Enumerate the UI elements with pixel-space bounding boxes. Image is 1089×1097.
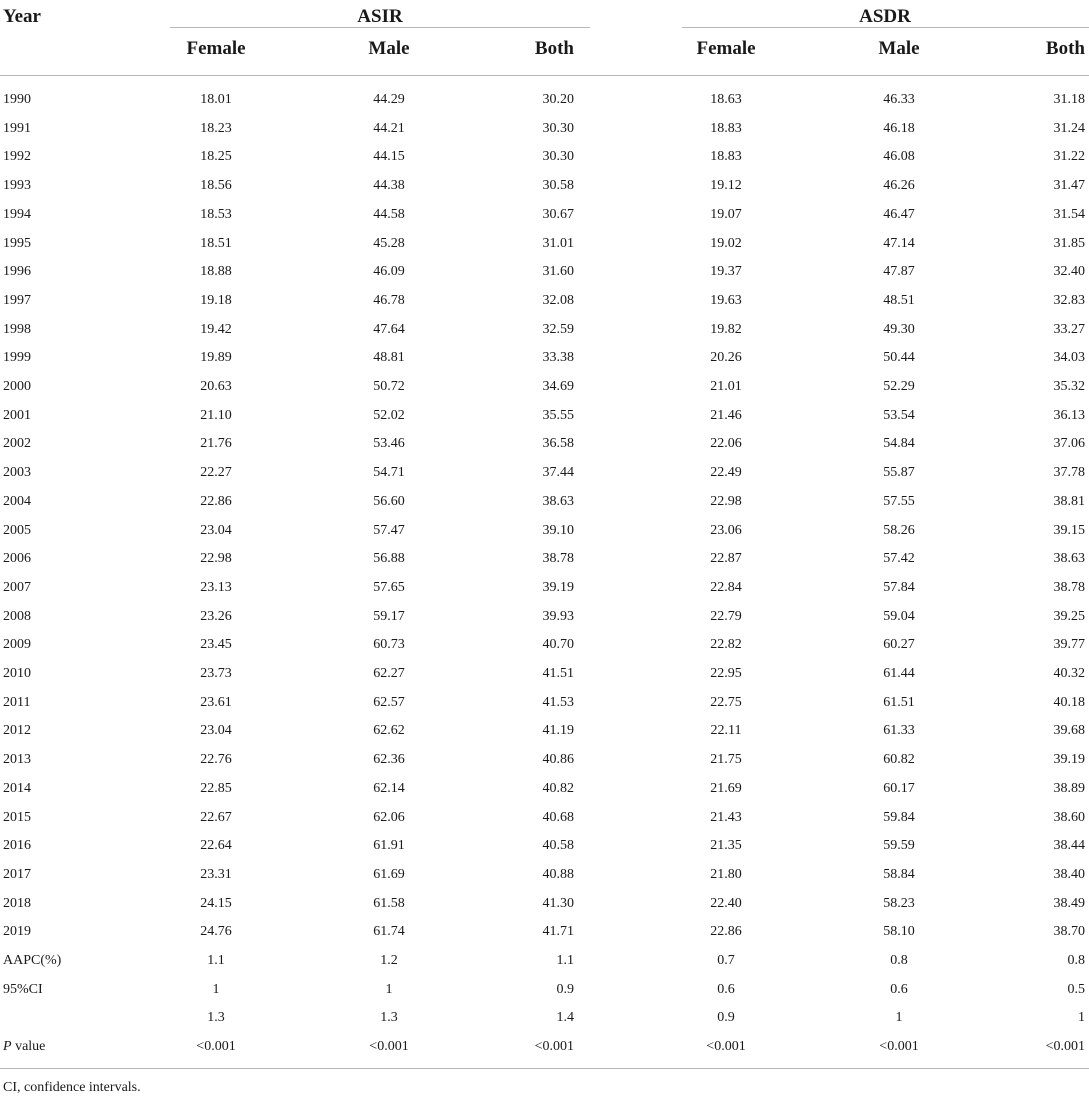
- cell-asir-female: 18.51: [200, 236, 232, 251]
- cell-asir-both: 41.19: [542, 723, 574, 738]
- row-label: 2014: [3, 781, 31, 796]
- cell-asdr-male: 55.87: [883, 465, 915, 480]
- cell-asdr-male: 59.59: [883, 838, 915, 853]
- cell-asir-both: 30.58: [542, 178, 574, 193]
- cell-asir-male: 62.57: [373, 695, 405, 710]
- cell-asdr-male: 59.84: [883, 810, 915, 825]
- cell-asir-both: 37.44: [542, 465, 574, 480]
- cell-asdr-female: 0.9: [717, 1010, 735, 1025]
- cell-asir-both: 40.86: [542, 752, 574, 767]
- header-asir-both: Both: [534, 38, 574, 59]
- cell-asdr-female: 22.75: [710, 695, 742, 710]
- cell-asdr-female: 19.37: [710, 264, 742, 279]
- cell-asdr-both: 31.22: [1053, 149, 1085, 164]
- row-label: 2006: [3, 551, 31, 566]
- cell-asir-both: 30.20: [542, 92, 574, 107]
- cell-asir-male: 61.69: [373, 867, 405, 882]
- cell-asdr-male: 60.27: [883, 637, 915, 652]
- cell-asdr-female: 21.80: [710, 867, 742, 882]
- row-label: 2004: [3, 494, 31, 509]
- cell-asir-male: 57.47: [373, 523, 405, 538]
- cell-asdr-female: 21.01: [710, 379, 742, 394]
- cell-asir-female: 22.64: [200, 838, 232, 853]
- cell-asir-female: <0.001: [196, 1039, 236, 1054]
- cell-asir-male: 1: [385, 982, 393, 997]
- cell-asdr-both: 40.18: [1053, 695, 1085, 710]
- row-label: 1990: [3, 92, 31, 107]
- cell-asdr-female: 20.26: [710, 350, 742, 365]
- cell-asdr-female: 19.07: [710, 207, 742, 222]
- cell-asdr-male: 52.29: [883, 379, 915, 394]
- cell-asdr-male: 61.33: [883, 723, 915, 738]
- cell-asdr-both: 38.40: [1053, 867, 1085, 882]
- cell-asdr-both: 38.63: [1053, 551, 1085, 566]
- cell-asdr-both: 33.27: [1053, 322, 1085, 337]
- cell-asdr-male: 46.26: [883, 178, 915, 193]
- cell-asir-both: 40.58: [542, 838, 574, 853]
- cell-asdr-both: 38.49: [1053, 896, 1085, 911]
- cell-asir-male: <0.001: [369, 1039, 409, 1054]
- cell-asdr-female: 0.7: [717, 953, 735, 968]
- cell-asir-both: 30.30: [542, 149, 574, 164]
- cell-asdr-both: 1: [1078, 1010, 1085, 1025]
- cell-asdr-male: 49.30: [883, 322, 915, 337]
- row-label: 2005: [3, 523, 31, 538]
- cell-asir-female: 19.42: [200, 322, 232, 337]
- cell-asdr-both: 39.25: [1053, 609, 1085, 624]
- cell-asir-both: 41.30: [542, 896, 574, 911]
- row-label: 2003: [3, 465, 31, 480]
- cell-asir-male: 62.14: [373, 781, 405, 796]
- row-label: 2019: [3, 924, 31, 939]
- cell-asdr-both: 31.47: [1053, 178, 1085, 193]
- row-label: 2018: [3, 896, 31, 911]
- cell-asdr-female: 18.63: [710, 92, 742, 107]
- cell-asdr-female: 22.84: [710, 580, 742, 595]
- row-label: 1992: [3, 149, 31, 164]
- cell-asir-both: 35.55: [542, 408, 574, 423]
- cell-asir-male: 61.58: [373, 896, 405, 911]
- cell-asir-male: 52.02: [373, 408, 405, 423]
- row-label: 1997: [3, 293, 31, 308]
- cell-asir-male: 44.29: [373, 92, 405, 107]
- cell-asdr-male: 58.26: [883, 523, 915, 538]
- row-label: 2007: [3, 580, 31, 595]
- cell-asdr-female: 22.06: [710, 436, 742, 451]
- cell-asdr-female: 22.79: [710, 609, 742, 624]
- cell-asir-both: 40.70: [542, 637, 574, 652]
- cell-asdr-both: 38.78: [1053, 580, 1085, 595]
- cell-asir-male: 46.09: [373, 264, 405, 279]
- cell-asdr-female: 0.6: [717, 982, 735, 997]
- cell-asdr-male: 46.47: [883, 207, 915, 222]
- cell-asdr-female: 22.40: [710, 896, 742, 911]
- cell-asir-male: 61.74: [373, 924, 405, 939]
- cell-asdr-both: 34.03: [1053, 350, 1085, 365]
- cell-asir-both: 38.63: [542, 494, 574, 509]
- cell-asir-female: 18.25: [200, 149, 232, 164]
- cell-asdr-both: 36.13: [1053, 408, 1085, 423]
- cell-asir-female: 18.53: [200, 207, 232, 222]
- cell-asdr-female: 22.11: [710, 723, 742, 738]
- header-asdr-female: Female: [696, 38, 756, 59]
- cell-asdr-male: 58.10: [883, 924, 915, 939]
- row-label: 2001: [3, 408, 31, 423]
- cell-asir-male: 53.46: [373, 436, 405, 451]
- cell-asir-male: 44.58: [373, 207, 405, 222]
- cell-asir-female: 22.98: [200, 551, 232, 566]
- row-label: 1995: [3, 236, 31, 251]
- cell-asdr-male: 53.54: [883, 408, 915, 423]
- row-label: 2010: [3, 666, 31, 681]
- cell-asir-male: 62.06: [373, 810, 405, 825]
- row-label: [3, 1038, 45, 1056]
- cell-asir-both: 32.08: [542, 293, 574, 308]
- cell-asir-male: 44.38: [373, 178, 405, 193]
- cell-asdr-male: 47.14: [883, 236, 915, 251]
- cell-asir-female: 23.13: [200, 580, 232, 595]
- cell-asir-both: 39.93: [542, 609, 574, 624]
- cell-asdr-both: 31.85: [1053, 236, 1085, 251]
- cell-asir-female: 18.56: [200, 178, 232, 193]
- cell-asir-both: 40.68: [542, 810, 574, 825]
- cell-asir-female: 23.04: [200, 723, 232, 738]
- cell-asir-male: 54.71: [373, 465, 405, 480]
- cell-asdr-both: 38.89: [1053, 781, 1085, 796]
- cell-asir-female: 22.76: [200, 752, 232, 767]
- header-asir-male: Male: [368, 38, 410, 59]
- cell-asdr-male: <0.001: [879, 1039, 919, 1054]
- cell-asdr-male: 46.33: [883, 92, 915, 107]
- cell-asdr-female: 19.63: [710, 293, 742, 308]
- cell-asir-female: 22.85: [200, 781, 232, 796]
- row-label: AAPC(%): [3, 953, 62, 968]
- cell-asir-both: 41.51: [542, 666, 574, 681]
- cell-asir-female: 23.61: [200, 695, 232, 710]
- cell-asdr-both: 39.15: [1053, 523, 1085, 538]
- cell-asdr-female: 22.95: [710, 666, 742, 681]
- cell-asir-both: 41.53: [542, 695, 574, 710]
- cell-asdr-both: 35.32: [1053, 379, 1085, 394]
- cell-asdr-female: 22.87: [710, 551, 742, 566]
- row-label: 2017: [3, 867, 31, 882]
- header-asdr-male: Male: [878, 38, 920, 59]
- cell-asdr-female: 19.82: [710, 322, 742, 337]
- row-label: 2008: [3, 609, 31, 624]
- cell-asdr-female: 21.46: [710, 408, 742, 423]
- cell-asdr-male: 47.87: [883, 264, 915, 279]
- cell-asir-male: 48.81: [373, 350, 405, 365]
- cell-asdr-female: 19.12: [710, 178, 742, 193]
- header-asir: ASIR: [357, 6, 403, 27]
- cell-asir-female: 22.67: [200, 810, 232, 825]
- cell-asdr-both: 37.06: [1053, 436, 1085, 451]
- cell-asdr-male: 54.84: [883, 436, 915, 451]
- cell-asdr-both: 39.77: [1053, 637, 1085, 652]
- cell-asir-female: 1.3: [207, 1010, 225, 1025]
- cell-asir-male: 62.62: [373, 723, 405, 738]
- header-asdr: ASDR: [859, 6, 911, 27]
- cell-asir-male: 62.36: [373, 752, 405, 767]
- row-label: 2013: [3, 752, 31, 767]
- cell-asdr-both: 37.78: [1053, 465, 1085, 480]
- asdr-span-rule: [682, 27, 1089, 28]
- cell-asdr-male: 50.44: [883, 350, 915, 365]
- table-bottom-rule: [0, 1068, 1089, 1069]
- table-footnote: CI, confidence intervals.: [3, 1080, 141, 1095]
- cell-asir-male: 46.78: [373, 293, 405, 308]
- cell-asir-female: 22.27: [200, 465, 232, 480]
- cell-asdr-female: 22.86: [710, 924, 742, 939]
- cell-asir-both: 36.58: [542, 436, 574, 451]
- cell-asir-female: 18.01: [200, 92, 232, 107]
- cell-asir-both: 40.88: [542, 867, 574, 882]
- cell-asdr-both: 39.19: [1053, 752, 1085, 767]
- cell-asir-female: 24.76: [200, 924, 232, 939]
- cell-asdr-both: 38.70: [1053, 924, 1085, 939]
- cell-asir-male: 44.15: [373, 149, 405, 164]
- cell-asir-male: 60.73: [373, 637, 405, 652]
- cell-asir-both: 38.78: [542, 551, 574, 566]
- cell-asdr-both: 38.44: [1053, 838, 1085, 853]
- cell-asdr-male: 57.42: [883, 551, 915, 566]
- cell-asir-both: 39.10: [542, 523, 574, 538]
- cell-asir-female: 23.26: [200, 609, 232, 624]
- cell-asdr-female: 22.49: [710, 465, 742, 480]
- row-label: 2002: [3, 436, 31, 451]
- header-asdr-both: Both: [1045, 38, 1085, 59]
- row-label: 2009: [3, 637, 31, 652]
- cell-asir-female: 24.15: [200, 896, 232, 911]
- cell-asir-male: 1.2: [380, 953, 398, 968]
- cell-asdr-male: 0.6: [890, 982, 908, 997]
- cell-asdr-male: 48.51: [883, 293, 915, 308]
- cell-asdr-both: 0.5: [1067, 982, 1085, 997]
- cell-asdr-male: 0.8: [890, 953, 908, 968]
- cell-asir-both: 1.1: [556, 953, 574, 968]
- row-label: 1996: [3, 264, 31, 279]
- cell-asdr-both: 39.68: [1053, 723, 1085, 738]
- cell-asdr-female: 19.02: [710, 236, 742, 251]
- header-bottom-rule: [0, 75, 1089, 76]
- cell-asir-both: 33.38: [542, 350, 574, 365]
- cell-asdr-female: 18.83: [710, 149, 742, 164]
- cell-asir-both: 30.67: [542, 207, 574, 222]
- cell-asir-male: 56.88: [373, 551, 405, 566]
- cell-asir-both: 41.71: [542, 924, 574, 939]
- cell-asdr-both: 31.18: [1053, 92, 1085, 107]
- cell-asir-both: 31.60: [542, 264, 574, 279]
- cell-asir-both: 31.01: [542, 236, 574, 251]
- cell-asir-male: 1.3: [380, 1010, 398, 1025]
- cell-asdr-female: 21.43: [710, 810, 742, 825]
- row-label-italic: P: [3, 1039, 12, 1054]
- cell-asdr-male: 59.04: [883, 609, 915, 624]
- cell-asir-both: 0.9: [556, 982, 574, 997]
- cell-asir-female: 18.23: [200, 121, 232, 136]
- row-label: 1994: [3, 207, 31, 222]
- header-asir-female: Female: [186, 38, 246, 59]
- cell-asir-female: 21.76: [200, 436, 232, 451]
- cell-asdr-female: 23.06: [710, 523, 742, 538]
- cell-asir-female: 23.31: [200, 867, 232, 882]
- cell-asir-both: 39.19: [542, 580, 574, 595]
- cell-asir-female: 22.86: [200, 494, 232, 509]
- cell-asdr-both: 0.8: [1067, 953, 1085, 968]
- cell-asdr-male: 61.51: [883, 695, 915, 710]
- row-label: 1993: [3, 178, 31, 193]
- cell-asir-male: 61.91: [373, 838, 405, 853]
- cell-asir-male: 62.27: [373, 666, 405, 681]
- cell-asir-female: 23.04: [200, 523, 232, 538]
- cell-asdr-female: 21.69: [710, 781, 742, 796]
- cell-asdr-male: 61.44: [883, 666, 915, 681]
- cell-asir-female: 1: [212, 982, 220, 997]
- cell-asir-female: 23.73: [200, 666, 232, 681]
- cell-asir-both: 34.69: [542, 379, 574, 394]
- cell-asdr-female: 21.75: [710, 752, 742, 767]
- cell-asir-female: 20.63: [200, 379, 232, 394]
- row-label: 2000: [3, 379, 31, 394]
- cell-asdr-both: <0.001: [1045, 1039, 1085, 1054]
- row-label: 1991: [3, 121, 31, 136]
- cell-asir-female: 21.10: [200, 408, 232, 423]
- cell-asir-female: 19.18: [200, 293, 232, 308]
- cell-asir-both: <0.001: [534, 1039, 574, 1054]
- cell-asdr-male: 57.55: [883, 494, 915, 509]
- cell-asdr-female: <0.001: [706, 1039, 746, 1054]
- cell-asdr-both: 38.60: [1053, 810, 1085, 825]
- cell-asdr-both: 31.54: [1053, 207, 1085, 222]
- header-year: Year: [3, 6, 41, 27]
- cell-asdr-male: 46.08: [883, 149, 915, 164]
- cell-asir-male: 45.28: [373, 236, 405, 251]
- row-label: 2015: [3, 810, 31, 825]
- cell-asdr-male: 60.17: [883, 781, 915, 796]
- cell-asir-male: 44.21: [373, 121, 405, 136]
- cell-asdr-male: 58.23: [883, 896, 915, 911]
- row-label: 2012: [3, 723, 31, 738]
- row-label: 2016: [3, 838, 31, 853]
- cell-asir-female: 23.45: [200, 637, 232, 652]
- cell-asdr-male: 57.84: [883, 580, 915, 595]
- row-label-text: value: [11, 1039, 46, 1054]
- cell-asir-female: 19.89: [200, 350, 232, 365]
- asir-span-rule: [170, 27, 590, 28]
- cell-asir-female: 1.1: [207, 953, 225, 968]
- row-label: 1999: [3, 350, 31, 365]
- row-label: 1998: [3, 322, 31, 337]
- cell-asdr-female: 22.98: [710, 494, 742, 509]
- row-label: 2011: [3, 695, 31, 710]
- cell-asir-male: 56.60: [373, 494, 405, 509]
- cell-asir-male: 50.72: [373, 379, 405, 394]
- cell-asdr-male: 60.82: [883, 752, 915, 767]
- cell-asdr-both: 40.32: [1053, 666, 1085, 681]
- cell-asdr-male: 46.18: [883, 121, 915, 136]
- cell-asdr-both: 32.40: [1053, 264, 1085, 279]
- cell-asir-both: 40.82: [542, 781, 574, 796]
- cell-asir-male: 59.17: [373, 609, 405, 624]
- cell-asdr-both: 31.24: [1053, 121, 1085, 136]
- cell-asdr-female: 18.83: [710, 121, 742, 136]
- cell-asir-both: 1.4: [556, 1010, 574, 1025]
- cell-asdr-male: 58.84: [883, 867, 915, 882]
- cell-asir-both: 32.59: [542, 322, 574, 337]
- row-label: 95%CI: [3, 982, 43, 997]
- cell-asdr-male: 1: [895, 1010, 903, 1025]
- cell-asdr-both: 32.83: [1053, 293, 1085, 308]
- cell-asir-both: 30.30: [542, 121, 574, 136]
- cell-asir-male: 47.64: [373, 322, 405, 337]
- cell-asdr-female: 21.35: [710, 838, 742, 853]
- cell-asir-female: 18.88: [200, 264, 232, 279]
- cell-asdr-both: 38.81: [1053, 494, 1085, 509]
- cell-asir-male: 57.65: [373, 580, 405, 595]
- cell-asdr-female: 22.82: [710, 637, 742, 652]
